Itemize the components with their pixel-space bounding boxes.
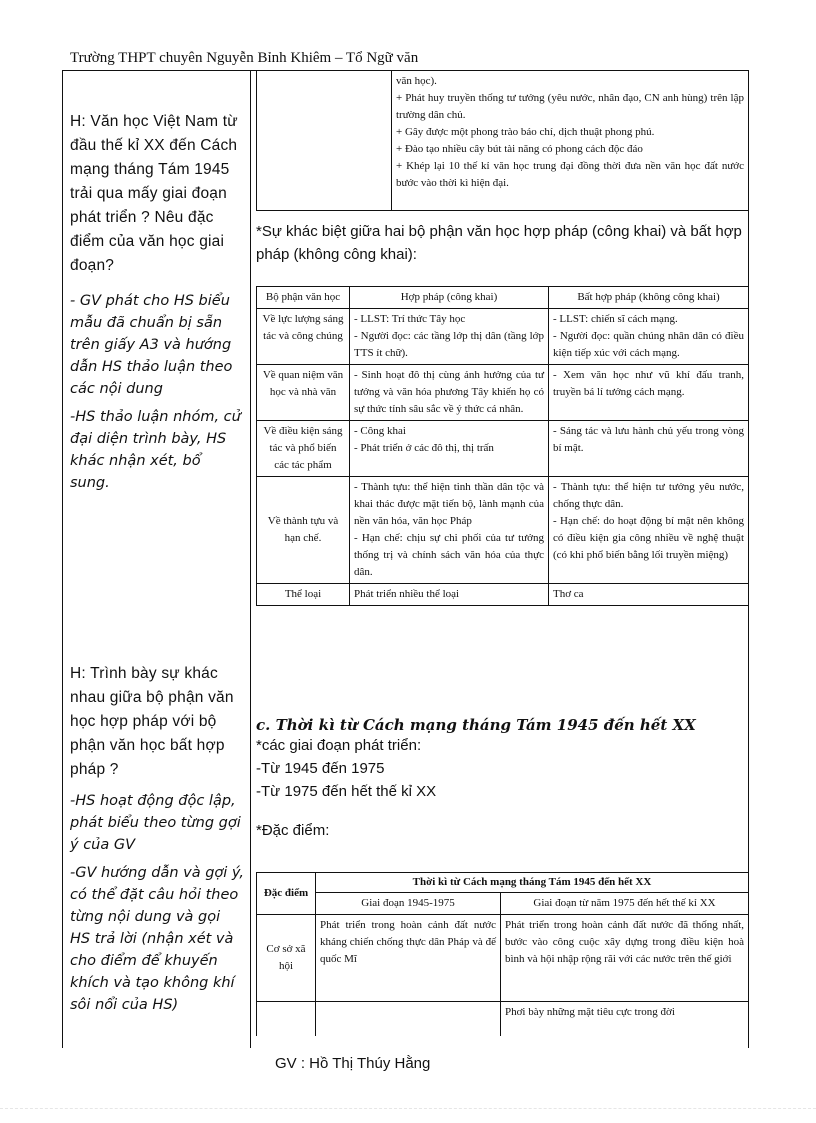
header-cell: Hợp pháp (công khai): [350, 287, 549, 309]
section-c-line: -Từ 1945 đến 1975: [256, 760, 385, 777]
table-row: [257, 1002, 749, 1037]
section-c-line: *các giai đoạn phát triển:: [256, 737, 422, 754]
empty-cell: [257, 71, 392, 211]
note-item: -HS hoạt động độc lập, phát biểu theo từng gợi ý của GV: [70, 793, 241, 853]
page-header: Trường THPT chuyên Nguyễn Bỉnh Khiêm – Tổ Ngữ văn: [70, 50, 419, 66]
legal-cell: [350, 421, 549, 477]
row-label: Về điều kiện sáng tác và phổ biến các tác phẩm: [257, 421, 350, 477]
legal-cell: Phát triển nhiều thể loại: [350, 584, 549, 606]
table-header-row: [257, 893, 749, 915]
period-cell: Phơi bày những mặt tiêu cực trong đời: [501, 1002, 749, 1037]
page-break-line: [0, 1108, 816, 1109]
cell-line: - Thành tựu: thể hiện tinh thần dân tộc và khai thác được mặt tiến bộ, lành mạnh của nền văn hóa, văn học Pháp: [354, 481, 544, 527]
differences-table: [256, 286, 749, 606]
section-c-line: -Từ 1975 đến hết thế kỉ XX: [256, 783, 437, 800]
achievement-line: + Gây được một phong trào báo chí, dịch thuật phong phú.: [396, 126, 655, 138]
page-footer: GV : Hồ Thị Thúy Hằng: [275, 1055, 431, 1072]
cell-line: - Hạn chế: chịu sự chi phối của tư tưởng thống trị và chính sách văn hóa của thực dân.: [354, 532, 544, 578]
legal-cell: [350, 477, 549, 584]
illegal-cell: [549, 365, 749, 421]
note-item: - GV phát cho HS biểu mẫu đã chuẩn bị sẵn trên giấy A3 và hướng dẫn HS thảo luận theo các nội dung: [70, 293, 233, 397]
empty-cell: [257, 1002, 316, 1037]
header-cell: Bất hợp pháp (không công khai): [549, 287, 749, 309]
corner-cell: Đặc điểm: [257, 873, 316, 915]
period-title: Thời kì từ Cách mạng tháng Tám 1945 đến hết XX: [316, 873, 749, 893]
column-header: Giai đoạn từ năm 1975 đến hết thế kỉ XX: [501, 893, 749, 915]
achievement-line: + Đào tạo nhiều cây bút tài năng có phong cách độc đáo: [396, 143, 643, 155]
empty-cell: [316, 1002, 501, 1037]
legal-cell: [350, 365, 549, 421]
column-header: Giai đoạn 1945-1975: [316, 893, 501, 915]
question-2: H: Trình bày sự khác nhau giữa bộ phận văn học hợp pháp với bộ phận văn học bất hợp pháp ?: [70, 665, 234, 778]
cell-line: - Sáng tác và lưu hành chủ yếu trong vòng bí mật.: [553, 425, 744, 454]
row-label: Cơ sở xã hội: [257, 915, 316, 1002]
question-1: H: Văn học Việt Nam từ đầu thế kỉ XX đến Cách mạng tháng Tám 1945 trải qua mấy giai đoạn phát triển ? Nêu đặc điểm của văn học giai đoạn?: [70, 113, 238, 274]
achievements-cell: [392, 71, 749, 211]
note-item: -HS thảo luận nhóm, cử đại diện trình bày, HS khác nhận xét, bổ sung.: [70, 409, 241, 491]
teacher-notes-1: [70, 290, 244, 494]
left-column-part2: [70, 662, 244, 1022]
column-divider: [250, 70, 251, 1048]
illegal-cell: [549, 421, 749, 477]
cell-line: - Hạn chế: do hoạt động bí mật nên không có điều kiện gia công nhiều về nghệ thuật (có khi phổ biến bằng lối truyền miệng): [553, 515, 744, 561]
row-label: Về lực lượng sáng tác và công chúng: [257, 309, 350, 365]
cell-line: - Phát triển ở các đô thị, thị trấn: [354, 442, 494, 454]
note-item: -GV hướng dẫn và gợi ý, có thể đặt câu hỏi theo từng nội dung và gọi HS trả lời (nhận xét và cho điểm để khuyến khích và tạo không khí sôi nổi của HS): [70, 865, 244, 1013]
achievement-line: + Khép lại 10 thế kỉ văn học trung đại đồng thời đưa nền văn học đất nước bước vào thời kì hiện đại.: [396, 160, 744, 189]
cell-line: - LLST: chiến sĩ cách mạng.: [553, 313, 678, 325]
row-label: Về quan niệm văn học và nhà văn: [257, 365, 350, 421]
illegal-cell: Thơ ca: [549, 584, 749, 606]
illegal-cell: [549, 309, 749, 365]
cell-line: - LLST: Trí thức Tây học: [354, 313, 466, 325]
illegal-cell: [549, 477, 749, 584]
row-label: Về thành tựu và hạn chế.: [257, 477, 350, 584]
diff-intro: *Sự khác biệt giữa hai bộ phận văn học hợp pháp (công khai) và bất hợp pháp (không công khai):: [256, 223, 742, 263]
table-row: [257, 421, 749, 477]
section-c-title: c. Thời kì từ Cách mạng tháng Tám 1945 đến hết XX: [256, 716, 696, 734]
table-row: [257, 477, 749, 584]
left-column-part1: [70, 110, 244, 500]
period-table: [256, 872, 749, 1036]
table-header-row: [257, 287, 749, 309]
achievement-line: + Phát huy truyền thống tư tưởng (yêu nước, nhân đạo, CN anh hùng) trên lập trường dân chủ.: [396, 92, 744, 121]
header-cell: Bộ phận văn học: [257, 287, 350, 309]
table-row: [257, 365, 749, 421]
table-row: [257, 584, 749, 606]
cell-line: - Người đọc: các tầng lớp thị dân (tầng lớp TTS ít chữ).: [354, 330, 544, 359]
period-cell: Phát triển trong hoàn cảnh đất nước kháng chiến chống thực dân Pháp và đế quốc Mĩ: [316, 915, 501, 1002]
table-header-row: [257, 873, 749, 893]
table-row: [257, 309, 749, 365]
cell-line: - Xem văn học như vũ khí đấu tranh, truyền bá lí tưởng cách mạng.: [553, 369, 744, 398]
row-label: Thể loại: [257, 584, 350, 606]
section-c: [256, 716, 744, 842]
legal-cell: [350, 309, 549, 365]
cell-line: - Người đọc: quần chúng nhân dân có điều kiện tiếp xúc với cách mạng.: [553, 330, 744, 359]
achievement-line: văn học).: [396, 75, 437, 87]
cell-line: - Sinh hoạt đô thị cùng ảnh hưởng của tư tưởng và văn hóa phương Tây khiến họ có sự thức tỉnh sâu sắc về ý thức cá nhân.: [354, 369, 544, 415]
left-border: [62, 70, 63, 1048]
table-row: [257, 915, 749, 1002]
period-cell: Phát triển trong hoàn cảnh đất nước đã thống nhất, bước vào công cuộc xây dựng trong điều kiện hoà bình và hội nhập rộng rãi với các nước trên thế giới: [501, 915, 749, 1002]
cell-line: - Thành tựu: thể hiện tư tưởng yêu nước, chống thực dân.: [553, 481, 744, 510]
dac-diem-label: *Đặc điểm:: [256, 822, 330, 839]
cell-line: - Công khai: [354, 425, 406, 437]
achievements-table-continuation: [256, 70, 749, 211]
teacher-notes-2: [70, 790, 244, 1016]
